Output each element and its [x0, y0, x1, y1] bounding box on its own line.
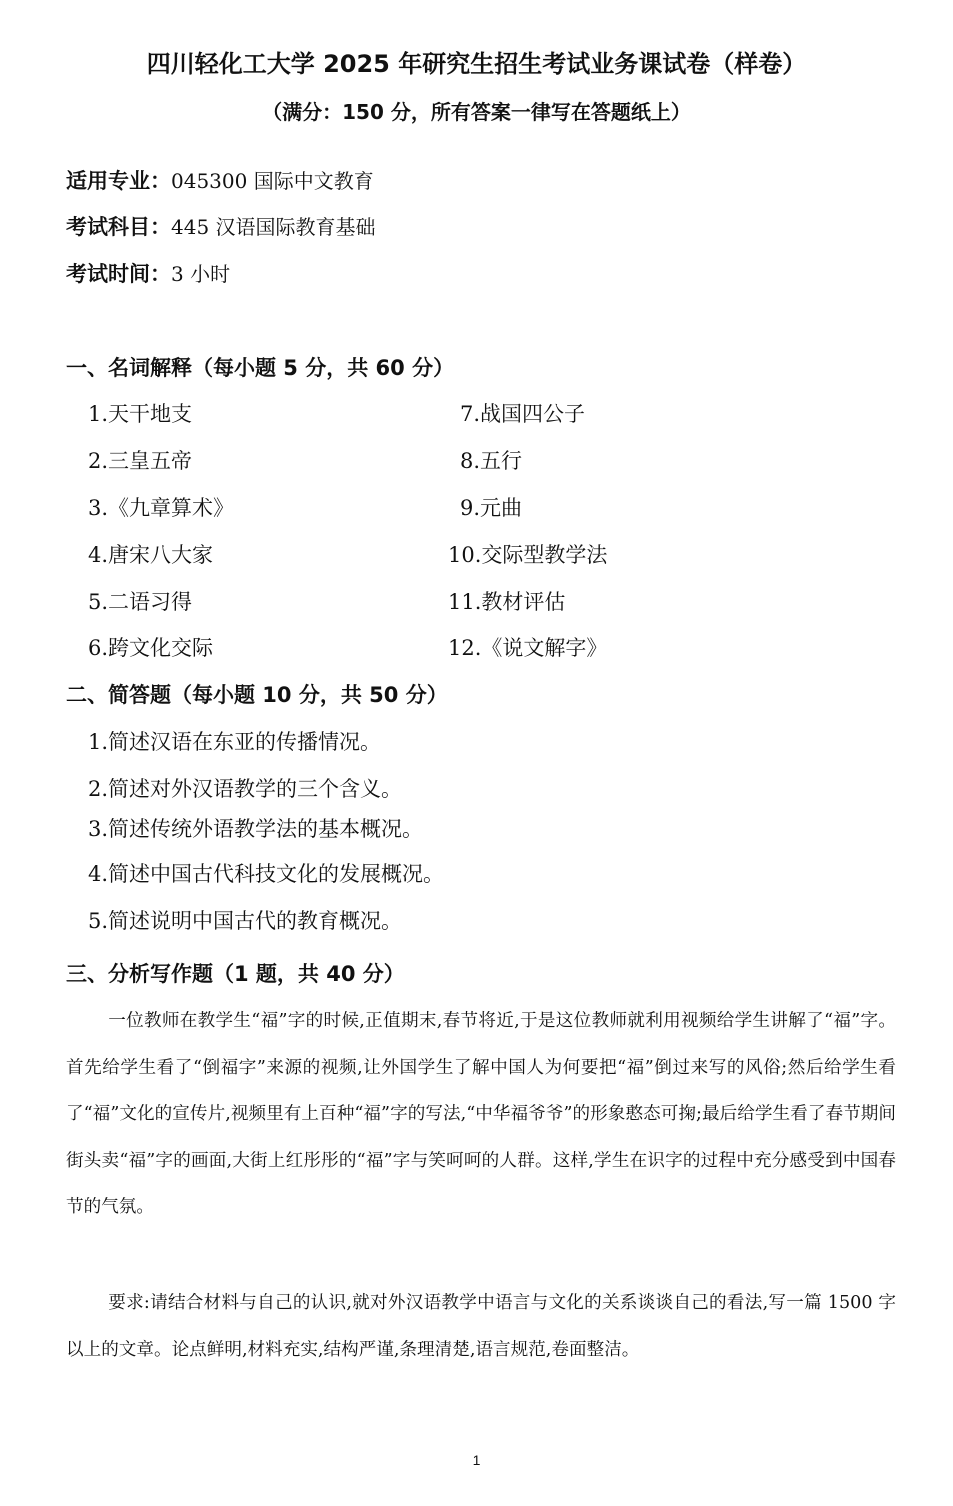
term-item: 6.跨文化交际: [88, 636, 214, 660]
page-number: 1: [472, 1452, 481, 1468]
section2-heading: 二、简答题（每小题 10 分，共 50 分）: [66, 683, 448, 707]
time-value: 3 小时: [171, 262, 231, 286]
question-item: 4.简述中国古代科技文化的发展概况。: [88, 862, 445, 886]
subject-line: [66, 211, 376, 241]
section3-heading: 三、分析写作题（1 题，共 40 分）: [66, 962, 405, 986]
term-item: 4.唐宋八大家: [88, 543, 214, 567]
page-title: 四川轻化工大学 2025 年研究生招生考试业务课试卷（样卷）: [146, 50, 807, 78]
time-line: [66, 258, 230, 288]
page-subtitle: （满分：150 分，所有答案一律写在答题纸上）: [262, 100, 691, 124]
question-item: 2.简述对外汉语教学的三个含义。: [88, 777, 403, 801]
time-label: 考试时间：: [66, 262, 171, 286]
question-item: 1.简述汉语在东亚的传播情况。: [88, 730, 382, 754]
subject-value: 445 汉语国际教育基础: [171, 215, 376, 239]
major-value: 045300 国际中文教育: [171, 169, 374, 193]
term-item: 9.元曲: [460, 496, 523, 520]
term-item: 11.教材评估: [448, 590, 566, 614]
requirement-paragraph: 要求:请结合材料与自己的认识,就对外汉语教学中语言与文化的关系谈谈自己的看法,写一篇 1500 字以上的文章。论点鲜明,材料充实,结构严谨,条理清楚,语言规范,卷面整洁。: [66, 1293, 896, 1360]
question-item: 3.简述传统外语教学法的基本概况。: [88, 817, 424, 841]
term-item: 1.天干地支: [88, 402, 193, 426]
material-paragraph: 一位教师在教学生“福”字的时候,正值期末,春节将近,于是这位教师就利用视频给学生讲解了“福”字。首先给学生看了“倒福字”来源的视频,让外国学生了解中国人为何要把“福”倒过来写的风俗;然后给学生看了“福”文化的宣传片,视频里有上百种“福”字的写法,“中华福爷爷”的形象憨态可掬;最后给学生看了春节期间街头卖“福”字的画面,大街上红彤彤的“福”字与笑呵呵的人群。这样,学生在识字的过程中充分感受到中国春节的气氛。: [66, 1011, 896, 1217]
major-label: 适用专业：: [66, 169, 171, 193]
term-item: 7.战国四公子: [460, 402, 586, 426]
major-line: [66, 165, 374, 195]
term-item: 10.交际型教学法: [448, 543, 608, 567]
term-item: 2.三皇五帝: [88, 449, 193, 473]
question-item: 5.简述说明中国古代的教育概况。: [88, 909, 403, 933]
term-item: 3.《九章算术》: [88, 496, 235, 520]
term-item: 5.二语习得: [88, 590, 193, 614]
term-item: 12.《说文解字》: [448, 636, 608, 660]
section1-heading: 一、名词解释（每小题 5 分，共 60 分）: [66, 356, 455, 380]
subject-label: 考试科目：: [66, 215, 171, 239]
term-item: 8.五行: [460, 449, 523, 473]
